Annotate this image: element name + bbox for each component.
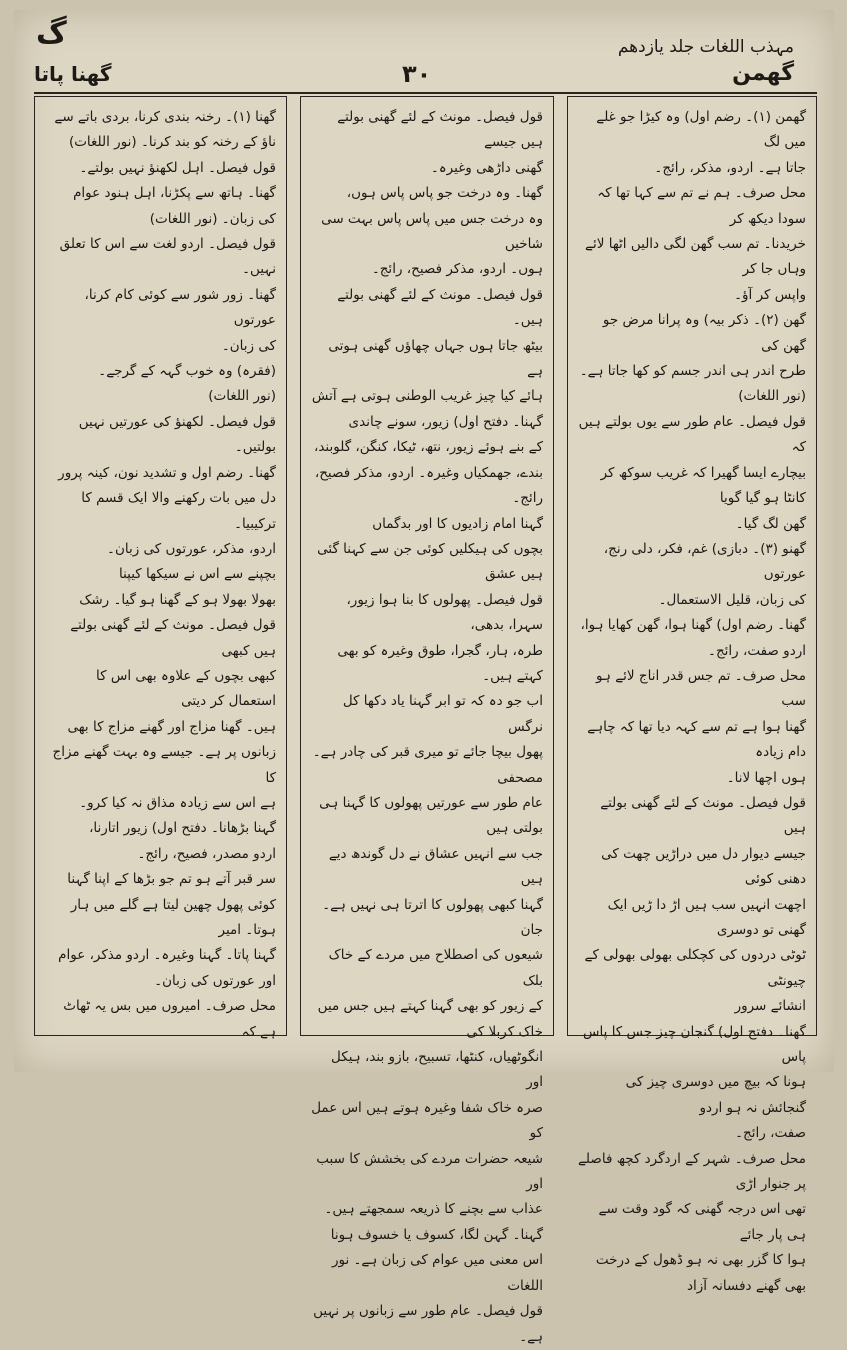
entry-line: قول فیصل۔ عام طور سے یوں بولتے ہیں کہ xyxy=(578,413,806,456)
entry-line: گھمن (۱)۔ رضم اول) وہ کیڑا جو غلے میں لگ xyxy=(596,109,806,151)
entry-line: بندے، جھمکیاں وغیرہ۔ اردو، مذکر فصیح، رائج۔ xyxy=(314,464,543,507)
header-keyword: گھمن xyxy=(732,61,794,86)
column-middle xyxy=(300,96,554,1345)
entry-line: ہوں اچھا لانا۔ xyxy=(726,769,806,786)
entry-line: کبھی بچوں کے علاوہ بھی اس کا استعمال کر دیتی xyxy=(96,667,276,710)
entry-line: صرہ خاک شفا وغیرہ ہوتے ہیں اس عمل کو xyxy=(311,1099,543,1142)
entry-line: گھنو (۳)۔ دبازی) غم، فکر، دلی رنج، عورتوں xyxy=(603,540,806,583)
entry-line: بچوں کی ہیکلیں کوئی جن سے کہنا گئی ہیں عشق xyxy=(317,540,543,583)
entry-line: گھنا۔ دفتح اول) گنجان چیز جس کا پاس پاس xyxy=(583,1023,806,1066)
entry-line: (نور اللغات) xyxy=(738,388,806,405)
entry-line: جاتا ہے۔ اردو، مذکر، رائج۔ xyxy=(654,159,806,176)
entry-line: انگوٹھیاں، کنٹھا، تسبیح، بازو بند، ہیکل اور xyxy=(331,1049,543,1091)
entry-line: بھولا بھولا ہو کے گھنا ہو گیا۔ رشک xyxy=(79,591,276,608)
entry-line: گہنا بڑھانا۔ دفتح اول) زیور اتارنا، xyxy=(89,820,276,837)
entry-line: (نور اللغات) xyxy=(208,388,276,405)
entry-line: کی زبان، قلیل الاستعمال۔ xyxy=(658,591,806,608)
entry-line: ناؤ کے رخنہ کو بند کرنا۔ (نور اللغات) xyxy=(68,134,276,151)
entry-line: گہنا کبھی پھولوں کا اترتا ہی نہیں ہے۔ جان xyxy=(322,896,543,938)
book-title: مہذب اللغات جلد یازدھم xyxy=(617,37,794,57)
entry-line: قول فیصل۔ لکھنؤ کی عورتیں نہیں بولتیں۔ xyxy=(78,413,276,456)
entry-line: ہیں۔ گھنا مزاج اور گھنے مزاج کا بھی xyxy=(67,718,276,735)
entry-line: محل صرف۔ تم جس قدر اناج لائے ہو سب xyxy=(596,667,806,710)
entry-line: گھن (۲)۔ ذکر بیہ) وہ پرانا مرض جو گھن کی xyxy=(602,312,806,354)
entry-line: اب جو دہ کہ تو ابر گہنا یاد دکھا کل نرگس xyxy=(342,693,543,735)
entry-line: ہوں۔ اردو، مذکر فصیح، رائج۔ xyxy=(371,261,543,278)
entry-line: گھنی داڑھی وغیرہ۔ xyxy=(430,159,543,176)
entry-line: طرح اندر ہی اندر جسم کو کھا جاتا ہے۔ xyxy=(579,363,806,380)
entry-line: پھول بیچا جائے تو میری قبر کی چادر ہے۔ مصحفی xyxy=(312,744,543,786)
entry-line: تھی اس درجہ گھنی کہ گود وقت سے ہی پار جائے xyxy=(598,1201,806,1243)
entry-line: بچپنے سے اس نے سیکھا کیپنا xyxy=(118,566,276,583)
column-right xyxy=(567,96,817,1294)
entry-line: کے زیور کو بھی گہنا کہتے ہیں جس میں خاک کربلا کی xyxy=(317,998,543,1040)
page-header xyxy=(14,10,834,92)
entry-line: خریدنا۔ تم سب گھن لگی دالیں اٹھا لائے وہاں جا کر xyxy=(585,236,806,278)
entry-line: محل صرف۔ امیروں میں بس یہ ٹھاٹ ہے کہ xyxy=(63,998,276,1040)
entry-line: قول فیصل۔ مونث کے لئے گھنی بولتے ہیں xyxy=(600,794,806,837)
entry-line: ہوا کا گزر بھی نہ ہو ڈھول کے درخت بھی گھنے دفسانہ آزاد xyxy=(595,1252,806,1294)
entry-line: ہونا کہ بیچ میں دوسری چیز کی گنجائش نہ ہو اردو xyxy=(625,1074,806,1116)
entry-line: اردو، مذکر، عورتوں کی زبان۔ xyxy=(107,540,276,557)
entry-line: عام طور سے عورتیں پھولوں کا گہنا ہی بولتی ہیں xyxy=(319,794,543,837)
entry-line: دل میں بات رکھنے والا ایک قسم کا ترکیبیا۔ xyxy=(81,490,276,532)
entry-line: اور عورتوں کی زبان۔ xyxy=(154,972,276,989)
entry-line: زبانوں پر ہے۔ جیسے وہ بہت گھنے مزاج کا xyxy=(52,744,276,786)
entry-line: قول فیصل۔ اردو لغت سے اس کا تعلق xyxy=(59,236,276,253)
entry-line: گہنا پاتا۔ گہنا وغیرہ۔ اردو مذکر، عوام xyxy=(58,947,276,964)
entry-line: ہائے کیا چیز غریب الوطنی ہوتی ہے آتش xyxy=(311,388,543,405)
entry-line: جیسے دیوار دل میں دراڑیں چھت کی دھنی کوئی xyxy=(601,845,806,888)
entry-line: انشائے سرور xyxy=(734,998,806,1015)
entry-line: گھنا۔ وہ درخت جو پاس پاس ہوں، xyxy=(346,185,543,202)
entry-line: شیعوں کی اصطلاح میں مردے کے خاک بلک xyxy=(328,947,543,989)
entry-line: ٹوٹی دردوں کی کچکلی بھولی بھولی کے چیونٹی xyxy=(584,947,806,989)
running-head: گھنا پاتا xyxy=(34,62,112,86)
entry-line: قول فیصل۔ مونث کے لئے گھنی بولتے ہیں کبھی xyxy=(70,617,276,659)
entry-line: گھنا (۱)۔ رخنہ بندی کرنا، بردی باتے سے xyxy=(54,109,276,125)
entry-line: کے بنے ہوئے زیور، نتھ، ٹیکا، کنگن، گلوبند، xyxy=(313,439,543,456)
entry-line: طرہ، ہار، گجرا، طوق وغیرہ کو بھی کہتے ہیں۔ xyxy=(337,642,543,684)
entry-line: گہنا۔ دفتح اول) زیور، سونے چاندی xyxy=(348,413,543,430)
header-right xyxy=(618,36,794,86)
entry-line: بیچارے ایسا گھیرا کہ غریب سوکھ کر کانٹا ہو گیا گویا xyxy=(600,464,806,507)
dictionary-page xyxy=(14,10,834,1345)
entry-line: جب سے انہیں عشاق نے دل گوندھ دیے ہیں xyxy=(328,845,543,888)
entry-line: قول فیصل۔ عام طور سے زبانوں پر نہیں ہے۔ xyxy=(313,1303,543,1345)
entry-line: وہ درخت جس میں پاس پاس بہت سی شاخیں xyxy=(321,210,543,253)
entry-line: گھنا۔ رضم اول) گھنا ہوا، گھن کھایا ہوا، xyxy=(580,617,806,634)
column-left xyxy=(34,96,287,1040)
entry-line: نہیں۔ xyxy=(242,261,276,278)
entry-line: (فقرہ) وہ خوب گہہ کے گرجے۔ xyxy=(98,363,276,380)
entry-line: عذاب سے بچنے کا ذریعہ سمجھتے ہیں۔ xyxy=(324,1201,543,1218)
entry-line: شیعہ حضرات مردے کی بخشش کا سبب اور xyxy=(316,1150,543,1193)
entry-line: گہنا امام زادیوں کا اور بدگماں xyxy=(372,515,543,532)
entry-line: قول فیصل۔ مونث کے لئے گھنی بولتے ہیں جیسے xyxy=(337,109,543,151)
entry-line: قول فیصل۔ مونث کے لئے گھنی بولتے ہیں۔ xyxy=(337,286,543,329)
entry-line: قول فیصل۔ اہل لکھنؤ نہیں بولتے۔ xyxy=(79,159,276,176)
entry-line: سر قبر آتے ہو تم جو بڑھا کے اپنا گہنا xyxy=(67,871,276,888)
entry-line: اردو مصدر، فصیح، رائج۔ xyxy=(137,845,276,862)
entry-line: محل صرف۔ شہر کے اردگرد کچھ فاصلے پر جنوار اڑی xyxy=(578,1150,806,1193)
entry-line: ہے اس سے زیادہ مذاق نہ کیا کرو۔ xyxy=(79,794,276,811)
entry-line: گھن لگ گیا۔ xyxy=(735,515,806,532)
entry-line: اس معنی میں عوام کی زبان ہے۔ نور اللغات xyxy=(331,1252,543,1294)
entry-line: کوئی پھول چھین لیتا ہے گلے میں ہار ہوتا۔ امیر xyxy=(70,896,276,938)
entry-line: گھنا۔ رضم اول و تشدید نون، کینہ پرور xyxy=(58,464,276,481)
entry-line: کی زبان۔ (نور اللغات) xyxy=(149,210,276,227)
entry-line: واپس کر آؤ۔ xyxy=(734,286,806,303)
entry-line: گھنا۔ زور شور سے کوئی کام کرنا، عورتوں xyxy=(84,286,276,329)
page-number: ۳۰ xyxy=(402,60,432,88)
entry-line: گھنا۔ ہاتھ سے پکڑنا، اہل ہنود عوام xyxy=(73,185,276,202)
entry-line: قول فیصل۔ پھولوں کا بنا ہوا زیور، سہرا، بدھی، xyxy=(346,591,543,634)
corner-letter: گ xyxy=(36,16,67,51)
entry-line: اچھت انہیں سب ہیں اڑ دا ڑیں ایک گھنی تو دوسری xyxy=(607,896,806,938)
entry-line: گھنا ہوا ہے تم سے کہہ دیا تھا کہ چاہے دام زیادہ xyxy=(587,718,806,761)
entry-line: صفت، رائج۔ xyxy=(735,1125,806,1142)
entry-line: گہنا۔ گہن لگا، کسوف یا خسوف ہونا xyxy=(330,1226,543,1243)
entry-line: محل صرف۔ ہم نے تم سے کہا تھا کہ سودا دیکھ کر xyxy=(597,185,806,227)
header-rule xyxy=(34,92,817,94)
entry-line: اردو صفت، رائج۔ xyxy=(708,642,806,659)
entry-line: بیٹھ جاتا ہوں جہاں چھاؤں گھنی ہوتی ہے xyxy=(328,337,543,380)
entry-line: کی زبان۔ xyxy=(221,337,276,354)
